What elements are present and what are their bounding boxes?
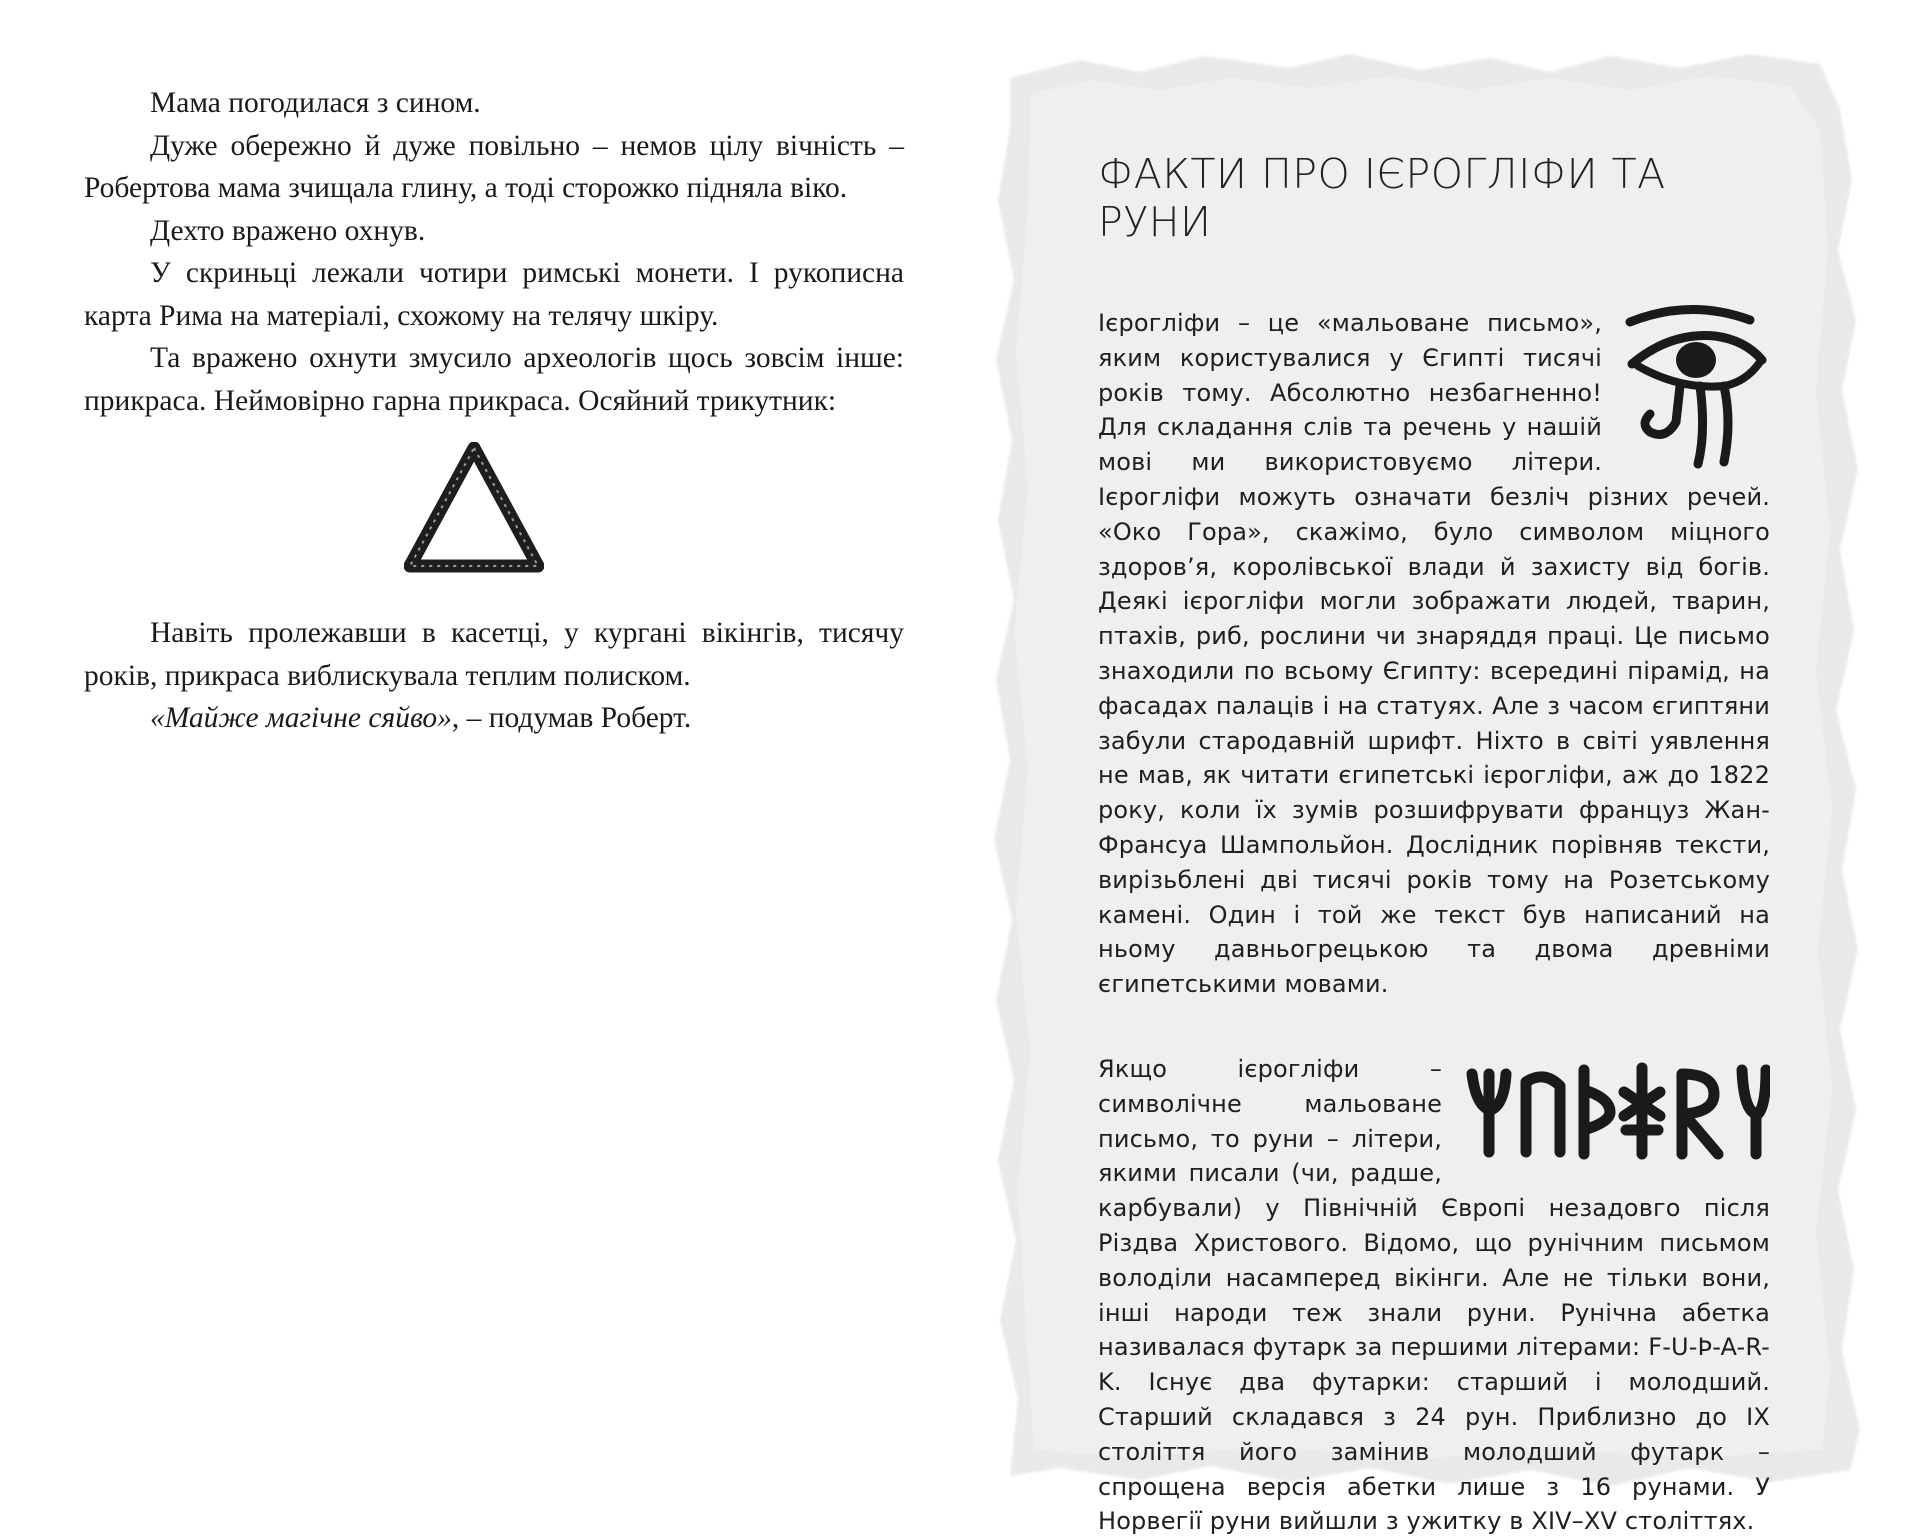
paragraph: Дуже обережно й дуже повільно – немов цілу вічність – Робертова мама зчищала глину, а тоді сторожко підняла віко. — [84, 129, 904, 204]
left-page-text — [84, 82, 904, 740]
facts-sidebar — [1098, 150, 1770, 1539]
triangle-illustration — [84, 422, 904, 612]
runes-fact — [1098, 1052, 1770, 1539]
paragraph: Та вражено охнути змусило археологів щось зовсім інше: прикраса. Неймовірно гарна прикраса. Осяйний трикутник: — [84, 342, 904, 417]
runes-icon — [1460, 1056, 1770, 1166]
hieroglyphs-text: Ієрогліфи – це «мальоване письмо», яким користувалися у Єгипті тисячі років тому. Абсолютно незбагненно! Для складання слів та речень у нашій мові ми використовуємо літери. Ієрогліфи можуть означати безліч різних речей. «Око Гора», скажімо, було символом міцного здоров’я, королівської влади й захисту від богів. Деякі ієрогліфи могли зображати людей, тварин, птахів, риб, рослини чи знаряддя праці. Це письмо знаходили по всьому Єгипту: всередині пірамід, на фасадах палаців і на статуях. Але з часом єгиптяни забули стародавній шрифт. Ніхто в світі уявлення не мав, як читати єгипетські ієрогліфи, аж до 1822 року, коли їх зумів розшифрувати француз Жан-Франсуа Шампольйон. Дослідник порівняв тексти, вирізьблені дві тисячі років тому на Розетському камені. Один і той же текст був написаний на ньому давньогрецькою та двома древніми єгипетськими мовами. — [1098, 309, 1770, 999]
paragraph: У скриньці лежали чотири римські монети. І рукописна карта Рима на матеріалі, схожому на телячу шкіру. — [84, 257, 904, 332]
hieroglyphs-fact — [1098, 306, 1770, 1002]
triangle-icon — [404, 442, 544, 574]
paragraph-quote — [84, 697, 904, 740]
quote: «Майже магічне сяйво» — [150, 702, 452, 734]
paragraph: Навіть пролежавши в касетці, у кургані вікінгів, тисячу років, прикраса виблискувала теплим полиском. — [84, 617, 904, 692]
eye-of-horus-icon — [1620, 302, 1770, 472]
sidebar-title: ФАКТИ ПРО ІЄРОГЛІФИ ТА РУНИ — [1098, 150, 1666, 246]
paragraph: Дехто вражено охнув. — [150, 214, 426, 247]
runes-text: Якщо ієрогліфи – символічне мальоване письмо, то руни – літери, якими писали (чи, радше, карбували) у Північній Європі незадовго після Різдва Христового. Відомо, що рунічним письмом володіли насамперед вікінги. Але не тільки вони, інші народи теж знали руни. Рунічна абетка називалася футарк за першими літерами: F-U-Þ-A-R-K. Існує два футарки: старший і молодший. Старший складався з 24 рун. Приблизно до IX століття його замінив молодший футарк – спрощена версія абетки лише з 16 рунами. У Норвегії руни вийшли з ужитку в XIV–XV століттях. — [1098, 1054, 1770, 1536]
quote-attribution: , – подумав Роберт. — [451, 702, 692, 734]
paragraph: Мама погодилася з сином. — [150, 87, 481, 119]
